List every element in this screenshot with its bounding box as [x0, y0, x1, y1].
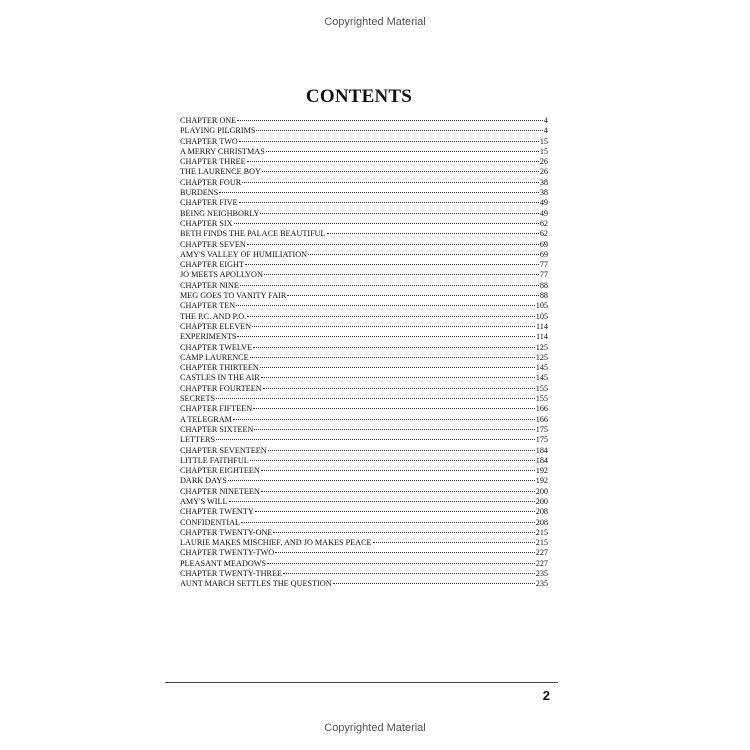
toc-entry-page: 184 — [535, 445, 548, 455]
toc-entry-page: 105 — [535, 311, 548, 321]
dot-leader — [233, 419, 535, 420]
toc-entry — [180, 147, 548, 157]
toc-entry-label: CONFIDENTIAL — [180, 517, 241, 527]
toc-entry — [180, 332, 548, 342]
toc-entry — [180, 548, 548, 558]
toc-entry-label: PLEASANT MEADOWS — [180, 558, 267, 568]
toc-entry — [180, 353, 548, 363]
toc-entry-label: CASTLES IN THE AIR — [180, 373, 260, 383]
dot-leader — [216, 439, 535, 440]
dot-leader — [267, 563, 535, 564]
toc-entry-page: 77 — [539, 260, 548, 270]
toc-entry — [180, 240, 548, 250]
toc-entry-page: 49 — [539, 208, 548, 218]
dot-leader — [228, 480, 535, 481]
toc-entry-label: BURDENS — [180, 188, 219, 198]
toc-entry-page: 145 — [535, 373, 548, 383]
dot-leader — [263, 388, 535, 389]
toc-entry — [180, 456, 548, 466]
toc-entry-page: 49 — [539, 198, 548, 208]
toc-entry-label: CHAPTER TWENTY-TWO — [180, 548, 275, 558]
toc-entry-label: CHAPTER FIVE — [180, 198, 238, 208]
toc-entry-page: 208 — [535, 507, 548, 517]
dot-leader — [247, 161, 539, 162]
toc-entry — [180, 281, 548, 291]
toc-entry — [180, 116, 548, 126]
dot-leader — [229, 501, 535, 502]
toc-entry-label: LITTLE FAITHFUL — [180, 455, 249, 465]
dot-leader — [240, 285, 539, 286]
toc-entry-page: 62 — [539, 229, 548, 239]
toc-entry-page: 184 — [535, 455, 548, 465]
toc-entry-page: 215 — [535, 527, 548, 537]
dot-leader — [273, 532, 534, 533]
dot-leader — [333, 583, 535, 584]
toc-entry-page: 88 — [539, 280, 548, 290]
toc-entry-page: 215 — [535, 538, 548, 548]
toc-entry-page: 235 — [535, 569, 548, 579]
toc-entry — [180, 250, 548, 260]
dot-leader — [253, 408, 535, 409]
toc-entry-page: 235 — [535, 579, 548, 589]
toc-entry-page: 26 — [539, 157, 548, 167]
toc-entry — [180, 157, 548, 167]
dot-leader — [373, 542, 535, 543]
toc-entry — [180, 137, 548, 147]
toc-entry-label: CHAPTER SIX — [180, 218, 233, 228]
dot-leader — [252, 326, 535, 327]
dot-leader — [237, 336, 535, 337]
toc-entry-page: 26 — [539, 167, 548, 177]
page-number: 2 — [542, 688, 550, 703]
toc-entry — [180, 415, 548, 425]
toc-entry — [180, 487, 548, 497]
toc-entry-page: 175 — [535, 424, 548, 434]
dot-leader — [264, 274, 539, 275]
toc-entry-label: AMY'S VALLEY OF HUMILIATION — [180, 249, 308, 259]
toc-entry-label: MEG GOES TO VANITY FAIR — [180, 291, 287, 301]
toc-entry — [180, 167, 548, 177]
toc-entry — [180, 435, 548, 445]
dot-leader — [239, 141, 539, 142]
dot-leader — [247, 244, 539, 245]
toc-entry-page: 166 — [535, 414, 548, 424]
toc-entry — [180, 528, 548, 538]
dot-leader — [254, 429, 534, 430]
toc-entry-label: CHAPTER TWO — [180, 136, 238, 146]
toc-entry-label: EXPERIMENTS — [180, 332, 237, 342]
toc-entry-label: LETTERS — [180, 435, 216, 445]
dot-leader — [234, 223, 539, 224]
page-title: CONTENTS — [305, 86, 413, 107]
toc-entry-label: CHAPTER TWENTY-THREE — [180, 569, 282, 579]
toc-entry-label: LAURIE MAKES MISCHIEF, AND JO MAKES PEACE — [180, 538, 372, 548]
dot-leader — [219, 192, 539, 193]
toc-entry-page: 114 — [536, 332, 548, 342]
toc-entry — [180, 343, 548, 353]
dot-leader — [266, 151, 539, 152]
toc-entry-page: 69 — [539, 239, 548, 249]
dot-leader — [261, 377, 535, 378]
toc-entry-page: 38 — [539, 177, 548, 187]
dot-leader — [216, 398, 535, 399]
toc-entry-label: BEING NEIGHBORLY — [180, 208, 260, 218]
toc-entry-page: 192 — [535, 466, 548, 476]
copyright-watermark-bottom: Copyrighted Material — [324, 722, 426, 734]
toc-entry-page: 125 — [535, 342, 548, 352]
toc-entry-label: CHAPTER TWENTY-ONE — [180, 527, 273, 537]
toc-entry — [180, 425, 548, 435]
dot-leader — [245, 264, 539, 265]
toc-entry — [180, 126, 548, 136]
dot-leader — [256, 130, 542, 131]
toc-entry-page: 155 — [535, 394, 548, 404]
toc-entry — [180, 188, 548, 198]
toc-entry-page: 62 — [539, 218, 548, 228]
toc-entry — [180, 559, 548, 569]
dot-leader — [247, 316, 535, 317]
toc-entry — [180, 394, 548, 404]
toc-entry-label: DARK DAYS — [180, 476, 227, 486]
toc-entry — [180, 312, 548, 322]
toc-entry-page: 227 — [535, 548, 548, 558]
dot-leader — [237, 120, 543, 121]
toc-entry-label: CHAPTER SEVENTEEN — [180, 445, 267, 455]
dot-leader — [255, 511, 535, 512]
toc-entry-page: 88 — [539, 291, 548, 301]
copyright-watermark-top: Copyrighted Material — [324, 16, 426, 28]
toc-entry-label: CHAPTER FIFTEEN — [180, 404, 253, 414]
dot-leader — [260, 213, 538, 214]
toc-entry — [180, 538, 548, 548]
toc-entry-label: AUNT MARCH SETTLES THE QUESTION — [180, 579, 332, 589]
toc-entry-page: 227 — [535, 558, 548, 568]
toc-entry-label: CHAPTER THREE — [180, 157, 246, 167]
dot-leader — [262, 171, 539, 172]
toc-entry-page: 175 — [535, 435, 548, 445]
toc-entry-page: 15 — [539, 146, 548, 156]
toc-entry-label: CHAPTER THIRTEEN — [180, 363, 259, 373]
toc-entry-page: 114 — [536, 321, 548, 331]
toc-entry-label: JO MEETS APOLLYON — [180, 270, 263, 280]
dot-leader — [241, 522, 535, 523]
toc-entry-label: CHAPTER NINETEEN — [180, 486, 260, 496]
toc-entry-label: CHAPTER TEN — [180, 301, 236, 311]
toc-entry — [180, 198, 548, 208]
toc-entry-label: THE P.C. AND P.O. — [180, 311, 247, 321]
toc-entry-page: 38 — [539, 188, 548, 198]
toc-entry — [180, 322, 548, 332]
dot-leader — [268, 450, 535, 451]
dot-leader — [275, 552, 535, 553]
toc-entry — [180, 497, 548, 507]
toc-entry-page: 15 — [539, 136, 548, 146]
toc-entry-label: THE LAURENCE BOY — [180, 167, 261, 177]
toc-entry-page: 125 — [535, 352, 548, 362]
toc-entry-label: SECRETS — [180, 394, 216, 404]
toc-entry-label: A MERRY CHRISTMAS — [180, 146, 265, 156]
toc-entry-page: 4 — [543, 126, 548, 136]
toc-entry — [180, 446, 548, 456]
toc-entry-page: 192 — [535, 476, 548, 486]
dot-leader — [327, 233, 539, 234]
toc-entry-label: CHAPTER TWELVE — [180, 342, 253, 352]
dot-leader — [308, 254, 539, 255]
toc-entry-page: 166 — [535, 404, 548, 414]
toc-entry — [180, 301, 548, 311]
toc-entry — [180, 178, 548, 188]
toc-entry-page: 4 — [543, 116, 548, 125]
toc-entry — [180, 579, 548, 589]
dot-leader — [239, 202, 539, 203]
toc-entry-label: CHAPTER FOUR — [180, 177, 242, 187]
toc-entry-label: CHAPTER ELEVEN — [180, 321, 252, 331]
toc-entry-label: CHAPTER EIGHT — [180, 260, 244, 270]
toc-entry — [180, 209, 548, 219]
toc-entry-label: CHAPTER FOURTEEN — [180, 383, 262, 393]
toc-entry — [180, 270, 548, 280]
toc-entry-page: 200 — [535, 496, 548, 506]
toc-entry — [180, 363, 548, 373]
dot-leader — [250, 357, 535, 358]
dot-leader — [236, 305, 535, 306]
toc-entry — [180, 569, 548, 579]
toc-entry — [180, 404, 548, 414]
toc-entry-label: CHAPTER SIXTEEN — [180, 424, 254, 434]
toc-entry-label: A TELEGRAM — [180, 414, 232, 424]
dot-leader — [253, 347, 535, 348]
toc-entry-label: PLAYING PILGRIMS — [180, 126, 256, 136]
dot-leader — [242, 182, 539, 183]
toc-entry — [180, 229, 548, 239]
table-of-contents — [180, 116, 548, 590]
toc-entry — [180, 373, 548, 383]
toc-entry-page: 208 — [535, 517, 548, 527]
dot-leader — [261, 470, 535, 471]
toc-entry — [180, 260, 548, 270]
dot-leader — [287, 295, 539, 296]
toc-entry — [180, 507, 548, 517]
toc-entry-label: AMY'S WILL — [180, 496, 228, 506]
toc-entry-page: 200 — [535, 486, 548, 496]
dot-leader — [260, 367, 535, 368]
toc-entry — [180, 291, 548, 301]
toc-entry — [180, 518, 548, 528]
toc-entry — [180, 476, 548, 486]
toc-entry-label: CHAPTER ONE — [180, 116, 237, 125]
toc-entry — [180, 219, 548, 229]
toc-entry — [180, 466, 548, 476]
toc-entry-label: CAMP LAURENCE — [180, 352, 249, 362]
toc-entry-label: CHAPTER EIGHTEEN — [180, 466, 260, 476]
footer-divider — [165, 682, 558, 683]
dot-leader — [283, 573, 535, 574]
dot-leader — [250, 460, 535, 461]
toc-entry-page: 145 — [535, 363, 548, 373]
toc-entry-page: 105 — [535, 301, 548, 311]
toc-entry-label: BETH FINDS THE PALACE BEAUTIFUL — [180, 229, 326, 239]
toc-entry-page: 77 — [539, 270, 548, 280]
toc-entry-page: 155 — [535, 383, 548, 393]
toc-entry-label: CHAPTER NINE — [180, 280, 239, 290]
toc-entry — [180, 384, 548, 394]
toc-entry-label: CHAPTER SEVEN — [180, 239, 246, 249]
toc-entry-label: CHAPTER TWENTY — [180, 507, 254, 517]
dot-leader — [261, 491, 535, 492]
toc-entry-page: 69 — [539, 249, 548, 259]
